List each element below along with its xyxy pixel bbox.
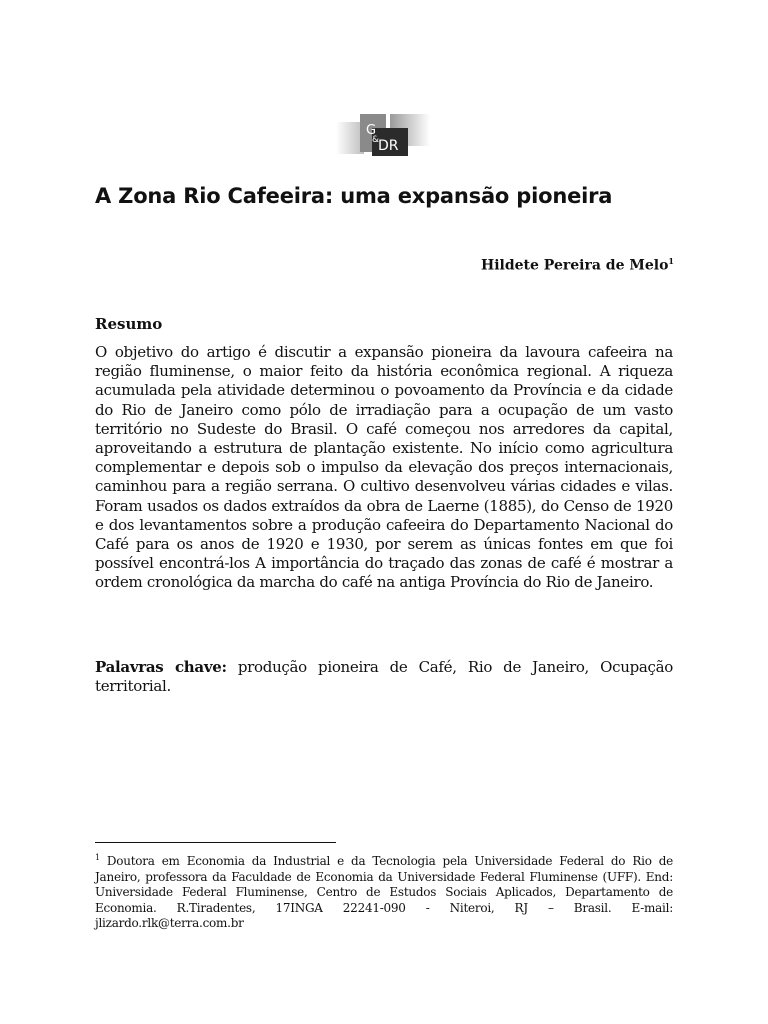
footnote-body: Doutora em Economia da Industrial e da Tecnologia pela Universidade Federal do Rio de Janeiro, professora da Faculdade de Economia da Universidade Federal Fluminense (UFF). End: Universidade Federal Fluminense, Centro de Estudos Sociais Aplicados, Departamento de Economia. R.Tiradentes, 17INGA 22241-090 - Niteroi, RJ – Brasil. E-mail: jlizardo.rlk@terra.com.br <box>95 854 673 930</box>
abstract-heading: Resumo <box>95 315 163 333</box>
keywords-paragraph <box>95 658 673 696</box>
footnote-text <box>95 850 673 932</box>
abstract-paragraph: O objetivo do artigo é discutir a expansão pioneira da lavoura cafeeira na região fluminense, o maior feito da história econômica regional. A riqueza acumulada pela atividade determinou o povoamento da Província e da cidade do Rio de Janeiro como pólo de irradiação para a ocupação de um vasto território no Sudeste do Brasil. O café começou nos arredores da capital, aproveitando a estrutura de plantação existente. No início como agricultura complementar e depois sob o impulso da elevação dos preços internacionais, caminhou para a região serrana. O cultivo desenvolveu várias cidades e vilas. Foram usados os dados extraídos da obra de Laerne (1885), do Censo de 1920 e dos levantamentos sobre a produção cafeeira do Departamento Nacional do Café para os anos de 1920 e 1930, por serem as únicas fontes em que foi possível encontrá-los A importância do traçado das zonas de café é mostrar a ordem cronológica da marcha do café na antiga Província do Rio de Janeiro. <box>95 343 673 592</box>
author-name <box>481 256 674 274</box>
keywords-text: produção pioneira de Café, Rio de Janeiro, Ocupação territorial. <box>95 658 674 696</box>
author-footnote-mark[interactable]: 1 <box>668 256 674 266</box>
footnote-mark: 1 <box>95 853 100 862</box>
logo-ampersand: & <box>372 135 380 145</box>
journal-logo <box>336 112 432 158</box>
logo-letters-dr: DR <box>378 138 399 154</box>
footnote-divider <box>95 842 336 843</box>
keywords-label: Palavras chave: <box>95 658 227 676</box>
logo-letter-g: G <box>366 123 377 138</box>
article-title: A Zona Rio Cafeeira: uma expansão pioneira <box>95 184 613 208</box>
author-name-text: Hildete Pereira de Melo <box>481 257 669 274</box>
